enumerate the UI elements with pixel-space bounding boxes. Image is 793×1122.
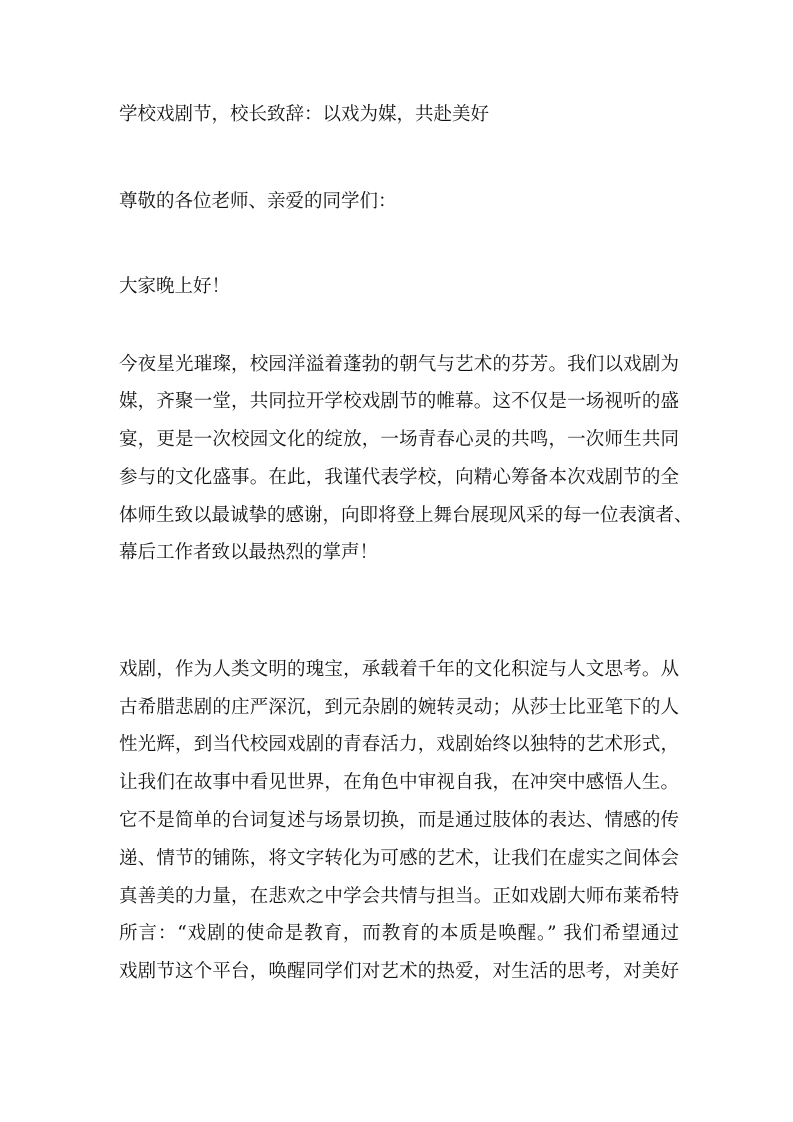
paragraph-line: 参与的文化盛事。在此，我谨代表学校，向精心筹备本次戏剧节的全 — [119, 467, 679, 488]
paragraph-line: 戏剧，作为人类文明的瑰宝，承载着千年的文化积淀与人文思考。从 — [119, 659, 679, 680]
paragraph-line: 戏剧节这个平台，唤醒同学们对艺术的热爱，对生活的思考，对美好 — [119, 961, 679, 982]
paragraph-line: 它不是简单的台词复述与场景切换，而是通过肢体的表达、情感的传 — [119, 810, 679, 831]
paragraph-line: 今夜星光璀璨，校园洋溢着蓬勃的朝气与艺术的芬芳。我们以戏剧为 — [119, 354, 679, 375]
paragraph-line: 让我们在故事中看见世界，在角色中审视自我，在冲突中感悟人生。 — [119, 772, 679, 793]
greeting: 大家晚上好！ — [119, 276, 231, 297]
salutation: 尊敬的各位老师、亲爱的同学们： — [119, 191, 397, 212]
paragraph-line: 幕后工作者致以最热烈的掌声！ — [119, 542, 379, 563]
paragraph-line: 所言：“戏剧的使命是教育，而教育的本质是唤醒。” 我们希望通过 — [119, 923, 679, 944]
paragraph-line: 媒，齐聚一堂，共同拉开学校戏剧节的帷幕。这不仅是一场视听的盛 — [119, 391, 679, 412]
paragraph-line: 宴，更是一次校园文化的绽放，一场青春心灵的共鸣，一次师生共同 — [119, 429, 679, 450]
paragraph-line: 性光辉，到当代校园戏剧的青春活力，戏剧始终以独特的艺术形式， — [119, 734, 679, 755]
paragraph-line: 古希腊悲剧的庄严深沉，到元杂剧的婉转灵动；从莎士比亚笔下的人 — [119, 697, 679, 718]
document-title: 学校戏剧节，校长致辞：以戏为媒，共赴美好 — [119, 104, 490, 125]
paragraph-line: 递、情节的铺陈，将文字转化为可感的艺术，让我们在虚实之间体会 — [119, 848, 679, 869]
paragraph-line: 体师生致以最诚挚的感谢，向即将登上舞台展现风采的每一位表演者、 — [119, 505, 693, 526]
paragraph-line: 真善美的力量，在悲欢之中学会共情与担当。正如戏剧大师布莱希特 — [119, 886, 679, 907]
